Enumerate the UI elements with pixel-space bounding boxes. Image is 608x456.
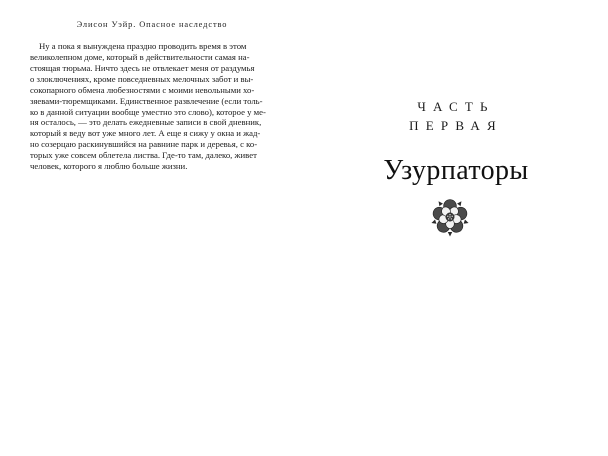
- part-title: Узурпаторы: [383, 155, 529, 186]
- running-head: Элисон Уэйр. Опасное наследство: [76, 20, 228, 29]
- text-line: стоящая тюрьма. Ничто здесь не отвлекает меня от раздумья: [30, 62, 255, 73]
- text-line: торых уже совсем облетела листва. Где-то там, далеко, живет: [30, 150, 257, 161]
- part-number-label: ПЕРВАЯ: [409, 118, 503, 133]
- part-label: ЧАСТЬ: [417, 99, 495, 114]
- text-line: который я веду вот уже много лет. А еще я сижу у окна и жад-: [30, 128, 261, 139]
- text-line: ко в данной ситуации вообще уместно это слово), которое у ме-: [30, 106, 266, 117]
- text-line: Ну а пока я вынуждена праздно проводить время в этом: [39, 41, 247, 51]
- text-line: ня осталось, — это делать ежедневные записи в свой дневник,: [30, 117, 262, 128]
- body-paragraph: [30, 41, 274, 172]
- text-line: но созерцаю раскинувшийся на равнине парк и деревья, с ко-: [30, 139, 258, 150]
- text-line: человек, которого я люблю больше жизни.: [30, 161, 188, 172]
- text-line: о злоключениях, кроме повседневных мелочных забот и вы-: [30, 73, 254, 84]
- text-line: великолепном доме, который в действительности самая на-: [30, 51, 250, 62]
- text-line: зяевами-тюремщиками. Единственное развлечение (если толь-: [30, 95, 263, 106]
- text-line: сокопарного обмена любезностями с моими невольными хо-: [30, 84, 255, 95]
- right-page: [304, 0, 608, 456]
- tudor-rose-icon: [430, 197, 470, 237]
